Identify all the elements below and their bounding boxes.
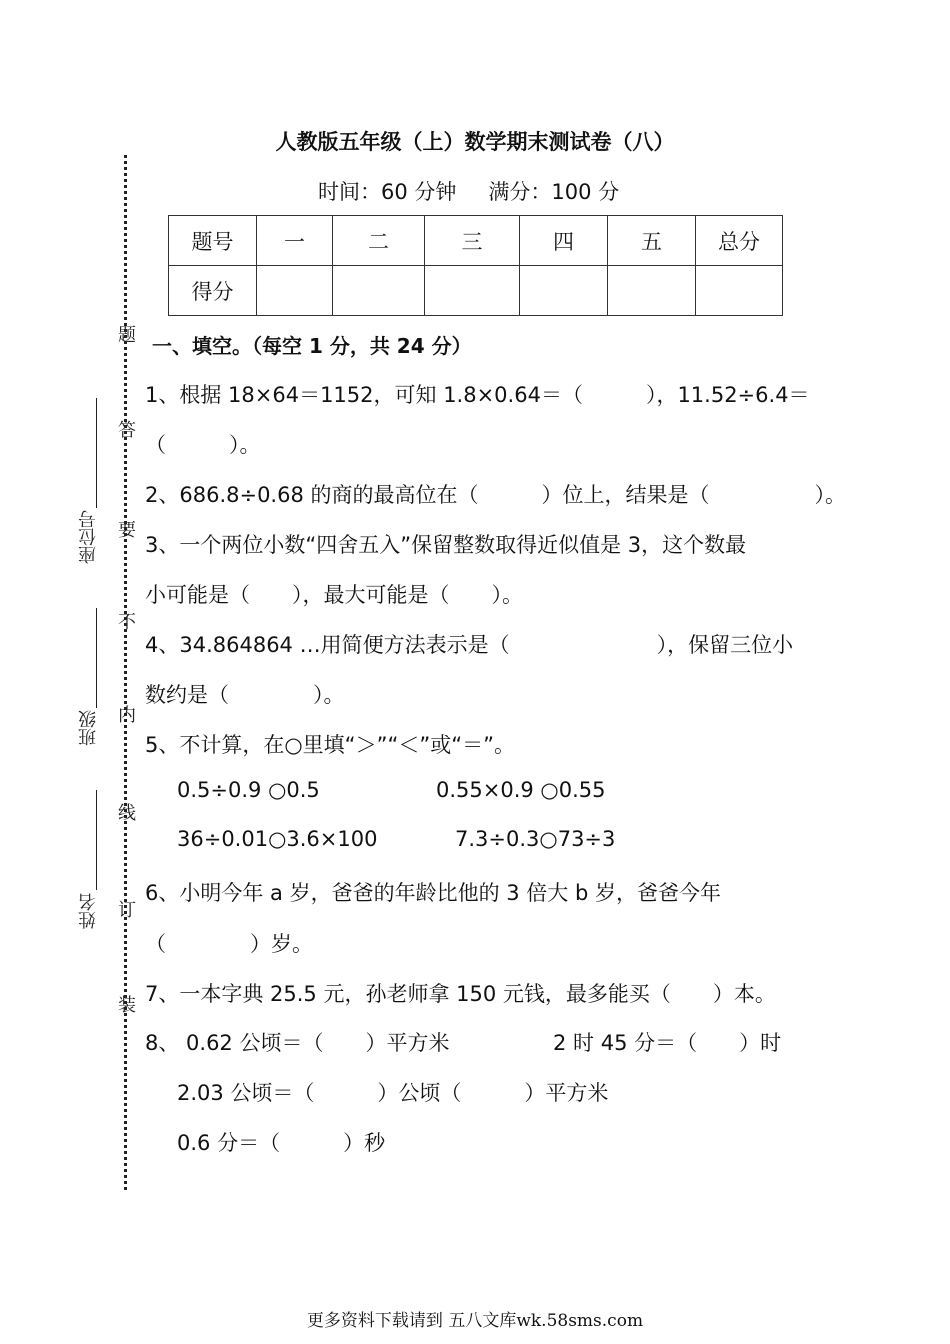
- question-5-item-3: 36÷0.01○3.6×100: [177, 827, 378, 851]
- seat-number-label: 座位号: [78, 510, 99, 564]
- question-4-line-2: 数约是（ ）。: [145, 683, 345, 707]
- header-cell-5: 五: [608, 216, 696, 266]
- seal-char-7: 订: [115, 900, 136, 918]
- full-score-info: 满分：100 分: [488, 180, 620, 204]
- score-row-label: 得分: [169, 266, 257, 316]
- class-label: 班级: [78, 710, 99, 746]
- seal-char-1: 题: [115, 325, 136, 343]
- header-cell-total: 总分: [696, 216, 783, 266]
- question-8-item-2: 2 时 45 分＝（ ）时: [553, 1031, 782, 1055]
- score-cell-2[interactable]: [333, 266, 425, 316]
- score-cell-total[interactable]: [696, 266, 783, 316]
- footer-download-link[interactable]: 更多资料下载请到 五八文库wk.58sms.com: [306, 1311, 644, 1331]
- score-table: [168, 215, 783, 316]
- question-3-line-1: 3、一个两位小数“四舍五入”保留整数取得近似值是 3，这个数最: [145, 533, 747, 557]
- question-8-item-3: 2.03 公顷＝（ ）公顷（ ）平方米: [177, 1081, 609, 1105]
- seal-char-3: 要: [115, 520, 136, 538]
- header-cell-4: 四: [520, 216, 608, 266]
- question-7: 7、一本字典 25.5 元，孙老师拿 150 元钱，最多能买（ ）本。: [145, 982, 776, 1006]
- binding-dotted-line: [124, 155, 127, 1190]
- time-info: 时间：60 分钟: [318, 180, 457, 204]
- class-line[interactable]: [96, 608, 97, 708]
- question-8-item-4: 0.6 分＝（ ）秒: [177, 1131, 386, 1155]
- question-6-line-2: （ ）岁。: [145, 932, 313, 956]
- section-1-heading: 一、填空。（每空 1 分，共 24 分）: [152, 334, 472, 358]
- score-table-header-row: [169, 216, 783, 266]
- header-cell-3: 三: [425, 216, 520, 266]
- seal-char-8: 装: [115, 995, 136, 1013]
- seal-char-5: 内: [115, 705, 136, 723]
- name-line[interactable]: [96, 790, 97, 890]
- exam-info: [318, 176, 619, 206]
- score-cell-1[interactable]: [257, 266, 333, 316]
- seal-char-2: 答: [115, 420, 136, 438]
- score-cell-3[interactable]: [425, 266, 520, 316]
- question-5-item-4: 7.3÷0.3○73÷3: [455, 827, 616, 851]
- header-cell-2: 二: [333, 216, 425, 266]
- page-title: 人教版五年级（上）数学期末测试卷（八）: [275, 130, 675, 154]
- question-5-item-1: 0.5÷0.9 ○0.5: [177, 778, 320, 802]
- question-5-item-2: 0.55×0.9 ○0.55: [436, 778, 606, 802]
- question-1-line-1: 1、根据 18×64＝1152，可知 1.8×0.64＝（ ），11.52÷6.4＝: [145, 383, 810, 407]
- score-cell-5[interactable]: [608, 266, 696, 316]
- question-3-line-2: 小可能是（ ），最大可能是（ ）。: [145, 583, 523, 607]
- name-label: 姓名: [78, 893, 99, 929]
- seal-char-4: 不: [115, 612, 136, 630]
- question-2: 2、686.8÷0.68 的商的最高位在（ ）位上，结果是（ ）。: [145, 483, 847, 507]
- seal-char-6: 线: [115, 803, 136, 821]
- question-5: 5、不计算，在○里填“＞”“＜”或“＝”。: [145, 733, 515, 757]
- score-table-score-row: [169, 266, 783, 316]
- question-8-item-1: 8、 0.62 公顷＝（ ）平方米: [145, 1031, 450, 1055]
- question-6-line-1: 6、小明今年 a 岁，爸爸的年龄比他的 3 倍大 b 岁，爸爸今年: [145, 881, 721, 905]
- question-4-line-1: 4、34.864864 …用简便方法表示是（ ），保留三位小: [145, 633, 794, 657]
- question-1-line-2: （ ）。: [145, 433, 261, 457]
- score-cell-4[interactable]: [520, 266, 608, 316]
- header-cell-question-no: 题号: [169, 216, 257, 266]
- seat-number-line[interactable]: [96, 398, 97, 508]
- header-cell-1: 一: [257, 216, 333, 266]
